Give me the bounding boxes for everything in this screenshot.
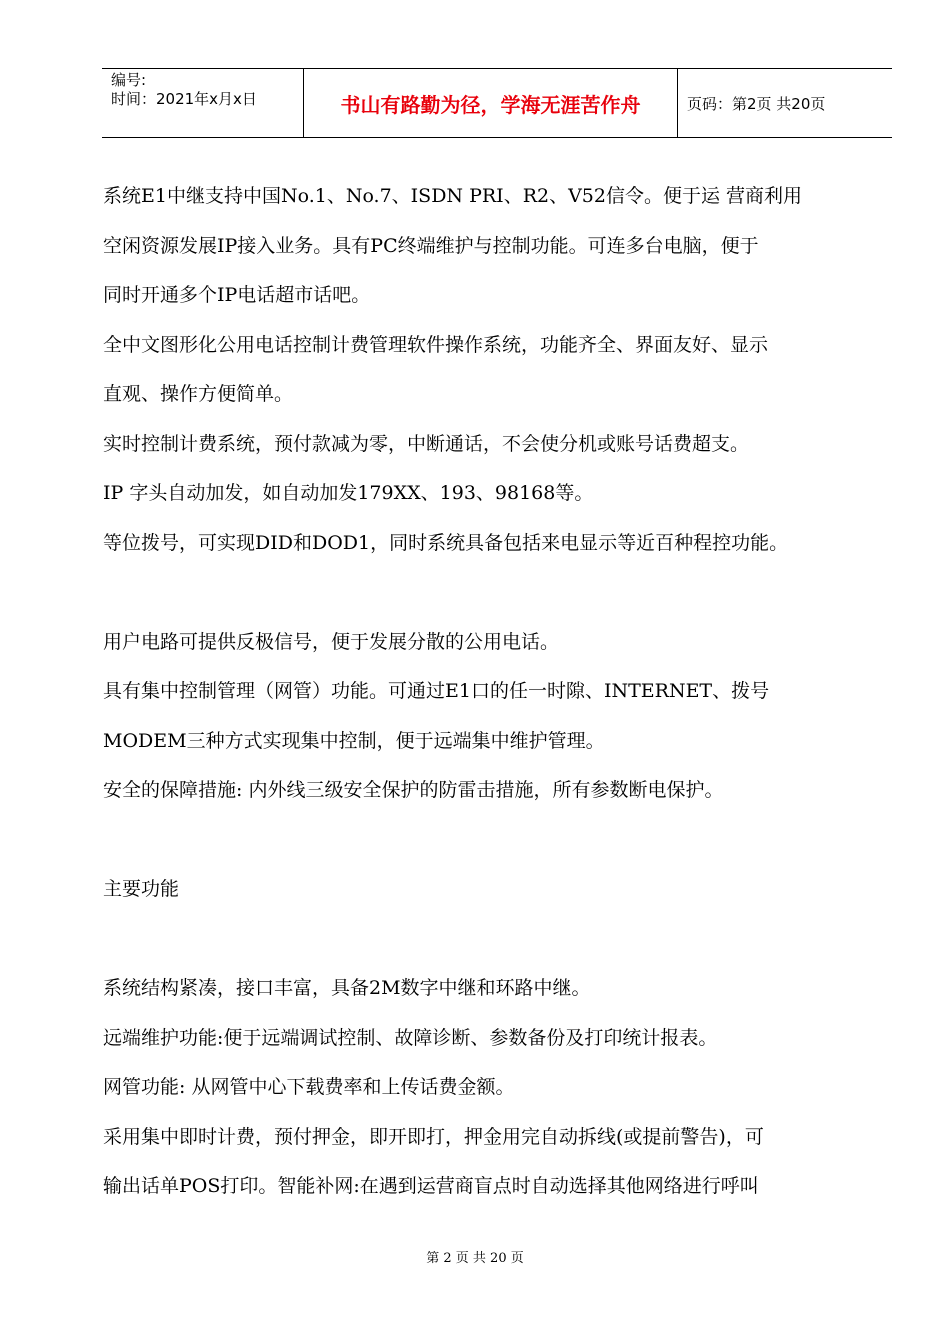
header-info-cell [102, 69, 304, 137]
text-line: MODEM三种方式实现集中控制，便于远端集中维护管理。 [103, 729, 605, 752]
text-line: 系统E1中继支持中国No.1、No.7、ISDN PRI、R2、V52信令。便于运 营商利用 [103, 185, 803, 207]
text-line: 用户电路可提供反极信号，便于发展分散的公用电话。 [103, 630, 560, 653]
blank-line [103, 578, 903, 628]
text-line: 具有集中控制管理（网管）功能。可通过E1口的任一时隙、INTERNET、拨号 [103, 680, 770, 702]
text-line: 主要功能 [103, 878, 180, 900]
header-motto: 书山有路勤为径，学海无涯苦作舟 [304, 69, 678, 137]
blank-line [103, 925, 903, 975]
page-header [102, 68, 892, 138]
blank-line [103, 826, 903, 876]
page-footer: 第 2 页 共 20 页 [426, 1251, 524, 1266]
text-line: 空闲资源发展IP接入业务。具有PC终端维护与控制功能。可连多台电脑，便于 [103, 234, 759, 257]
text-line: IP 字头自动加发，如自动加发179XX、193、98168等。 [103, 482, 594, 504]
text-line: 实时控制计费系统，预付款减为零，中断通话，不会使分机或账号话费超支。 [103, 432, 750, 455]
text-line: 输出话单POS打印。智能补网:在遇到运营商盲点时自动选择其他网络进行呼叫 [103, 1175, 759, 1197]
text-line: 直观、操作方便简单。 [103, 383, 294, 405]
text-line: 等位拨号，可实现DID和DOD1，同时系统具备包括来电显示等近百种程控功能。 [103, 531, 789, 554]
text-line: 同时开通多个IP电话超市话吧。 [103, 284, 371, 306]
document-time-label: 时间：2021年x月x日 [111, 90, 257, 108]
text-line: 网管功能: 从网管中心下载费率和上传话费金额。 [103, 1076, 515, 1098]
text-line: 采用集中即时计费，预付押金，即开即打，押金用完自动拆线(或提前警告)，可 [103, 1125, 764, 1148]
text-line: 远端维护功能:便于远端调试控制、故障诊断、参数备份及打印统计报表。 [103, 1026, 718, 1049]
text-line: 全中文图形化公用电话控制计费管理软件操作系统，功能齐全、界面友好、显示 [103, 333, 769, 356]
header-page-code: 页码：第2页 共20页 [687, 94, 826, 113]
text-line: 安全的保障措施: 内外线三级安全保护的防雷击措施，所有参数断电保护。 [103, 779, 724, 801]
document-body [103, 182, 903, 1222]
text-line: 系统结构紧凑，接口丰富，具备2M数字中继和环路中继。 [103, 977, 591, 999]
document-number-label: 编号: [111, 71, 147, 89]
